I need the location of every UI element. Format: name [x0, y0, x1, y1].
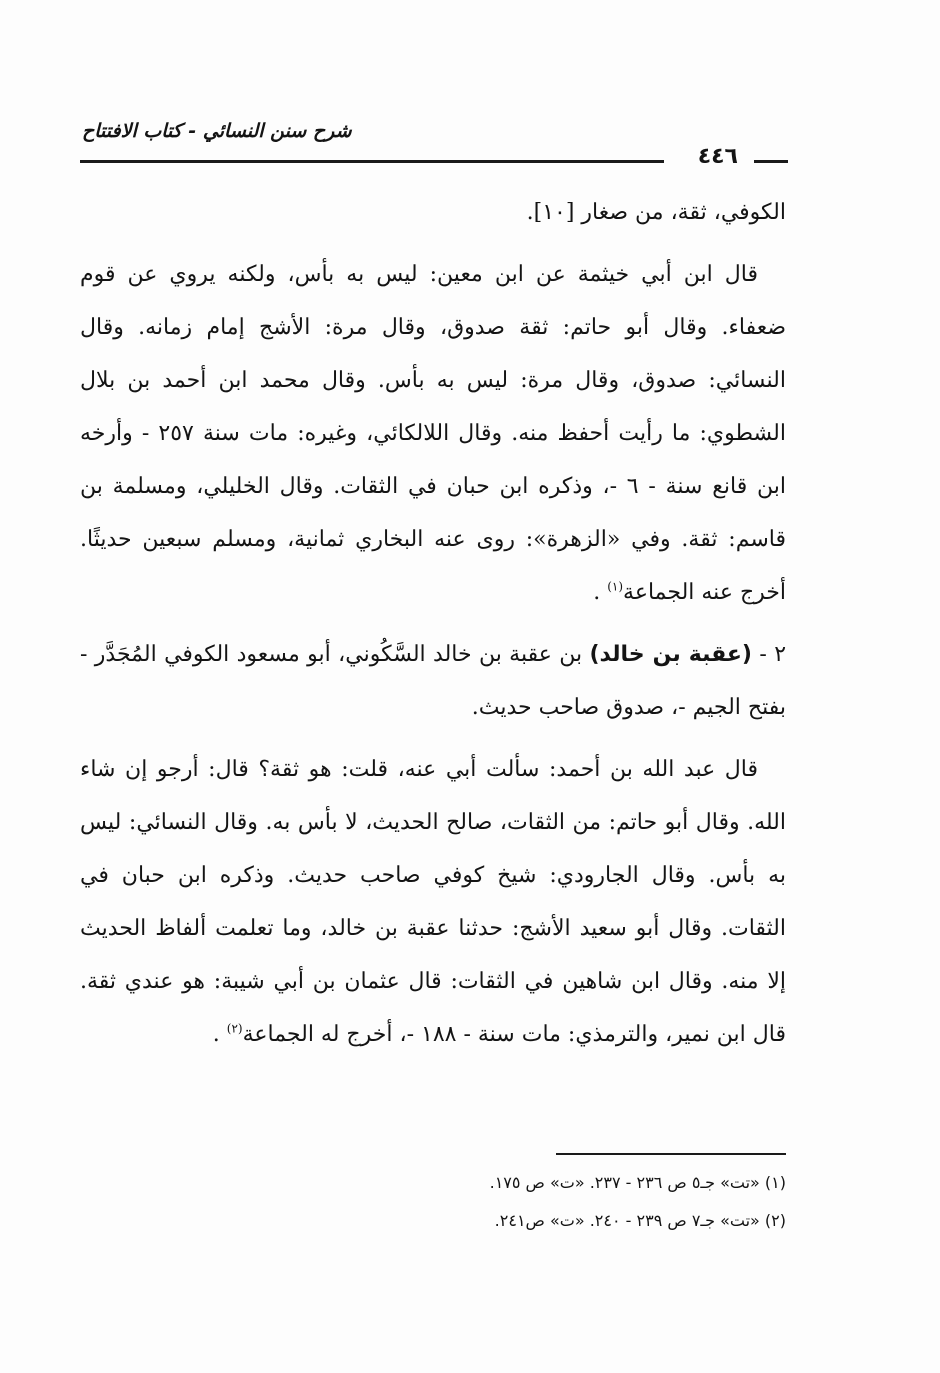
running-title: شرح سنن النسائي - كتاب الافتتاح	[82, 120, 352, 142]
paragraph-text: الكوفي، ثقة، من صغار [١٠].	[526, 200, 786, 225]
footnote-ref: (١)	[607, 579, 624, 594]
paragraph-end: .	[212, 1022, 220, 1047]
paragraph-continuation	[80, 186, 786, 239]
paragraph-text: قال ابن أبي خيثمة عن ابن معين: ليس به بأس، ولكنه يروي عن قوم ضعفاء. وقال أبو حاتم: ثقة صدوق، وقال مرة: الأشج إمام زمانه. وقال النسائي: صدوق، وقال مرة: ليس به بأس. وقال محمد ابن أحمد بن بلال الشطوي: ما رأيت أحفظ منه. وقال اللالكائي، وغيره: مات سنة ٢٥٧ - وأرخه ابن قانع سنة - ٦ -، وذكره ابن حبان في الثقات. وقال الخليلي، ومسلمة بن قاسم: ثقة. وفي «الزهرة»: روى عنه البخاري ثمانية، ومسلم سبعين حديثًا. أخرج عنه الجماعة	[80, 262, 786, 605]
footnote-ref: (٢)	[226, 1021, 243, 1036]
narrator-name: (عقبة بن خالد)	[589, 642, 752, 667]
paragraph-narrator-assessments	[80, 248, 786, 619]
footnote-separator	[556, 1153, 786, 1155]
paragraph-end: .	[593, 580, 601, 605]
page-number-rule	[754, 160, 788, 163]
footnotes	[300, 1164, 786, 1240]
paragraph-text: بن عقبة بن خالد السَّكُوني، أبو مسعود الكوفي المُجَدَّر - بفتح الجيم -، صدوق صاحب حديث.	[80, 642, 786, 720]
page-header	[80, 110, 788, 170]
paragraph-text: قال عبد الله بن أحمد: سألت أبي عنه، قلت: هو ثقة؟ قال: أرجو إن شاء الله. وقال أبو حاتم: من الثقات، صالح الحديث، لا بأس به. وقال النسائي: ليس به بأس. وقال الجارودي: شيخ كوفي صاحب حديث. وذكره ابن حبان في الثقات. وقال أبو سعيد الأشج: حدثنا عقبة بن خالد، وما تعلمت ألفاظ الحديث إلا منه. وقال ابن شاهين في الثقات: قال عثمان بن أبي شيبة: هو عندي ثقة. قال ابن نمير، والترمذي: مات سنة - ١٨٨ -، أخرج له الجماعة	[80, 757, 786, 1047]
paragraph-narrator-entry	[80, 628, 786, 734]
page-number: ٤٤٦	[697, 144, 738, 169]
header-rule	[80, 160, 664, 163]
paragraph-narrator-assessments-2	[80, 743, 786, 1061]
body-text	[80, 186, 786, 1061]
footnote-1: (١) «تت» جـ٥ ص ٢٣٦ - ٢٣٧. «ت» ص ١٧٥.	[489, 1173, 786, 1192]
footnote-2: (٢) «تت» جـ٧ ص ٢٣٩ - ٢٤٠. «ت» ص٢٤١.	[494, 1211, 786, 1230]
entry-number: ٢ -	[759, 642, 787, 667]
